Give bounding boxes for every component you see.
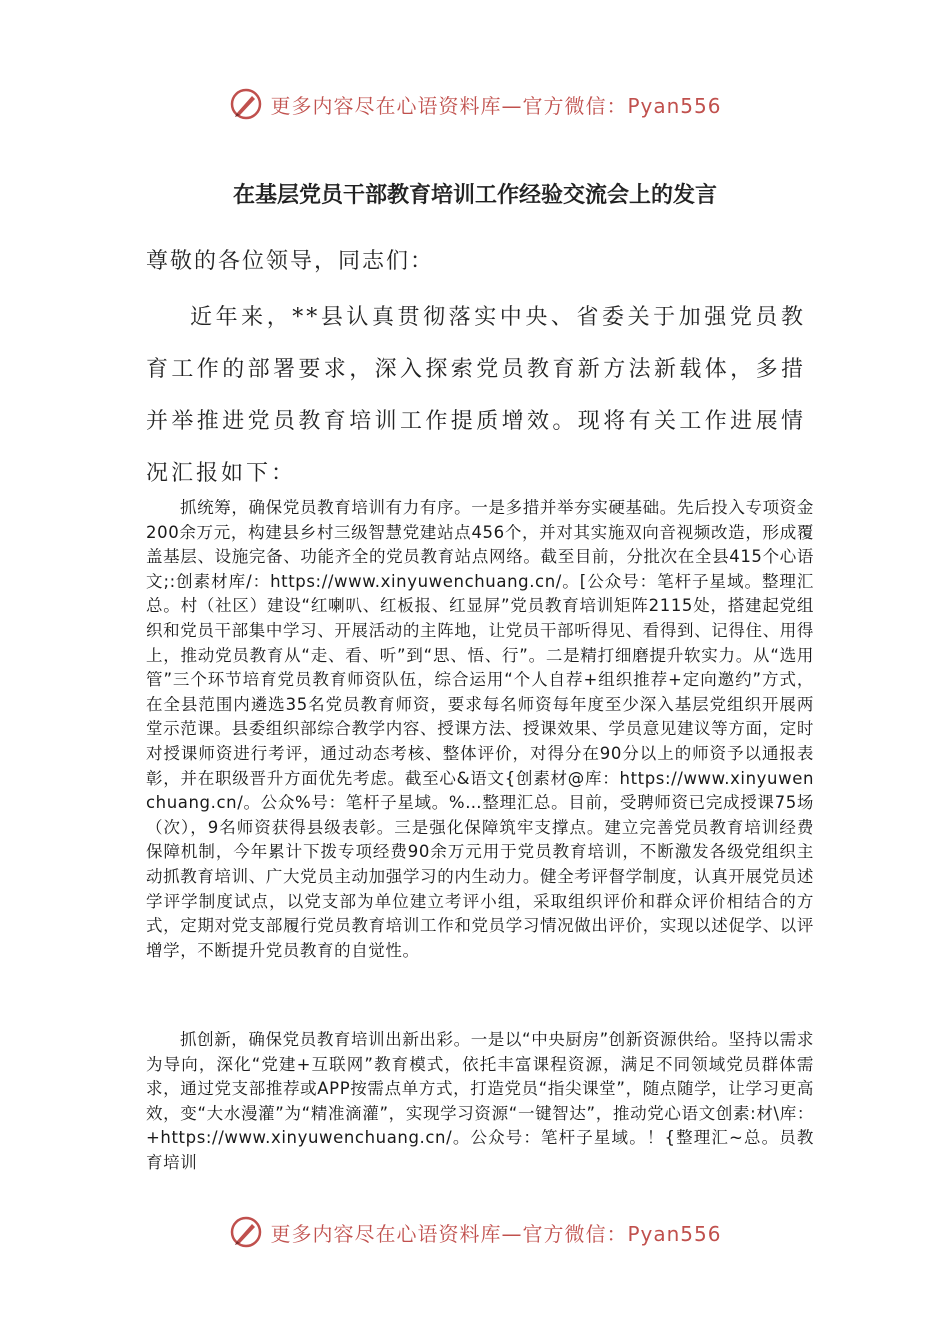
pen-logo-icon xyxy=(228,86,264,122)
footer-banner xyxy=(0,1212,950,1252)
greeting: 尊敬的各位领导，同志们： xyxy=(146,249,435,274)
body-paragraph-2: 抓创新，确保党员教育培训出新出彩。一是以“中央厨房”创新资源供给。坚持以需求为导向，深化“党建+互联网”教育模式，依托丰富课程资源，满足不同领域党员群体需求，通过党支部推荐或APP按需点单方式，打造党员“指尖课堂”，随点随学，让学习更高效，变“大水漫灌”为“精准滴灌”，实现学习资源“一键智达”，推动党心语文创素:材\库：+https://www.xinyuwenchuang.cn/。公众号：笔杆子星域。！{整理汇~总。员教育培训 xyxy=(146,1030,814,1172)
banner-text: 更多内容尽在心语资料库—官方微信：Pyan556 xyxy=(270,1221,722,1246)
banner-text: 更多内容尽在心语资料库—官方微信：Pyan556 xyxy=(270,93,722,118)
intro-paragraph: 近年来，**县认真贯彻落实中央、省委关于加强党员教育工作的部署要求，深入探索党员教育新方法新载体，多措并举推进党员教育培训工作提质增效。现将有关工作进展情况汇报如下： xyxy=(146,305,806,486)
document-title: 在基层党员干部教育培训工作经验交流会上的发言 xyxy=(232,183,717,208)
body-paragraph-1: 抓统筹，确保党员教育培训有力有序。一是多措并举夯实硬基础。先后投入专项资金200余万元，构建县乡村三级智慧党建站点456个，并对其实施双向音视频改造，形成覆盖基层、设施完备、功能齐全的党员教育站点网络。截至目前，分批次在全县415个心语文;:创素材库/：https://www.xinyuwenchuang.cn/。[公众号：笔杆子星域。整理汇总。村（社区）建设“红喇叭、红板报、红显屏”党员教育培训矩阵2115处，搭建起党组织和党员干部集中学习、开展活动的主阵地，让党员干部听得见、看得到、记得住、用得上，推动党员教育从“走、看、听”到“思、悟、行”。二是精打细磨提升软实力。从“选用管”三个环节培育党员教育师资队伍，综合运用“个人自荐+组织推荐+定向邀约”方式，在全县范围内遴选35名党员教育师资，要求每名师资每年度至少深入基层党组织开展两堂示范课。县委组织部综合教学内容、授课方法、授课效果、学员意见建议等方面，定时对授课师资进行考评，通过动态考核、整体评价，对得分在90分以上的师资予以通报表彰，并在职级晋升方面优先考虑。截至心&语文{创素材@库：https://www.xinyuwenchuang.cn/。公众%号：笔杆子星域。%…整理汇总。目前，受聘师资已完成授课75场（次），9名师资获得县级表彰。三是强化保障筑牢支撑点。建立完善党员教育培训经费保障机制，今年累计下拨专项经费90余万元用于党员教育培训，不断激发各级党组织主动抓教育培训、广大党员主动加强学习的内生动力。健全考评督学制度，认真开展党员述学评学制度试点，以党支部为单位建立考评小组，采取组织评价和群众评价相结合的方式，定期对党支部履行党员教育培训工作和党员学习情况做出评价，实现以述促学、以评增学，不断提升党员教育的自觉性。 xyxy=(146,498,814,960)
header-banner xyxy=(0,84,950,124)
pen-logo-icon xyxy=(228,1214,264,1250)
